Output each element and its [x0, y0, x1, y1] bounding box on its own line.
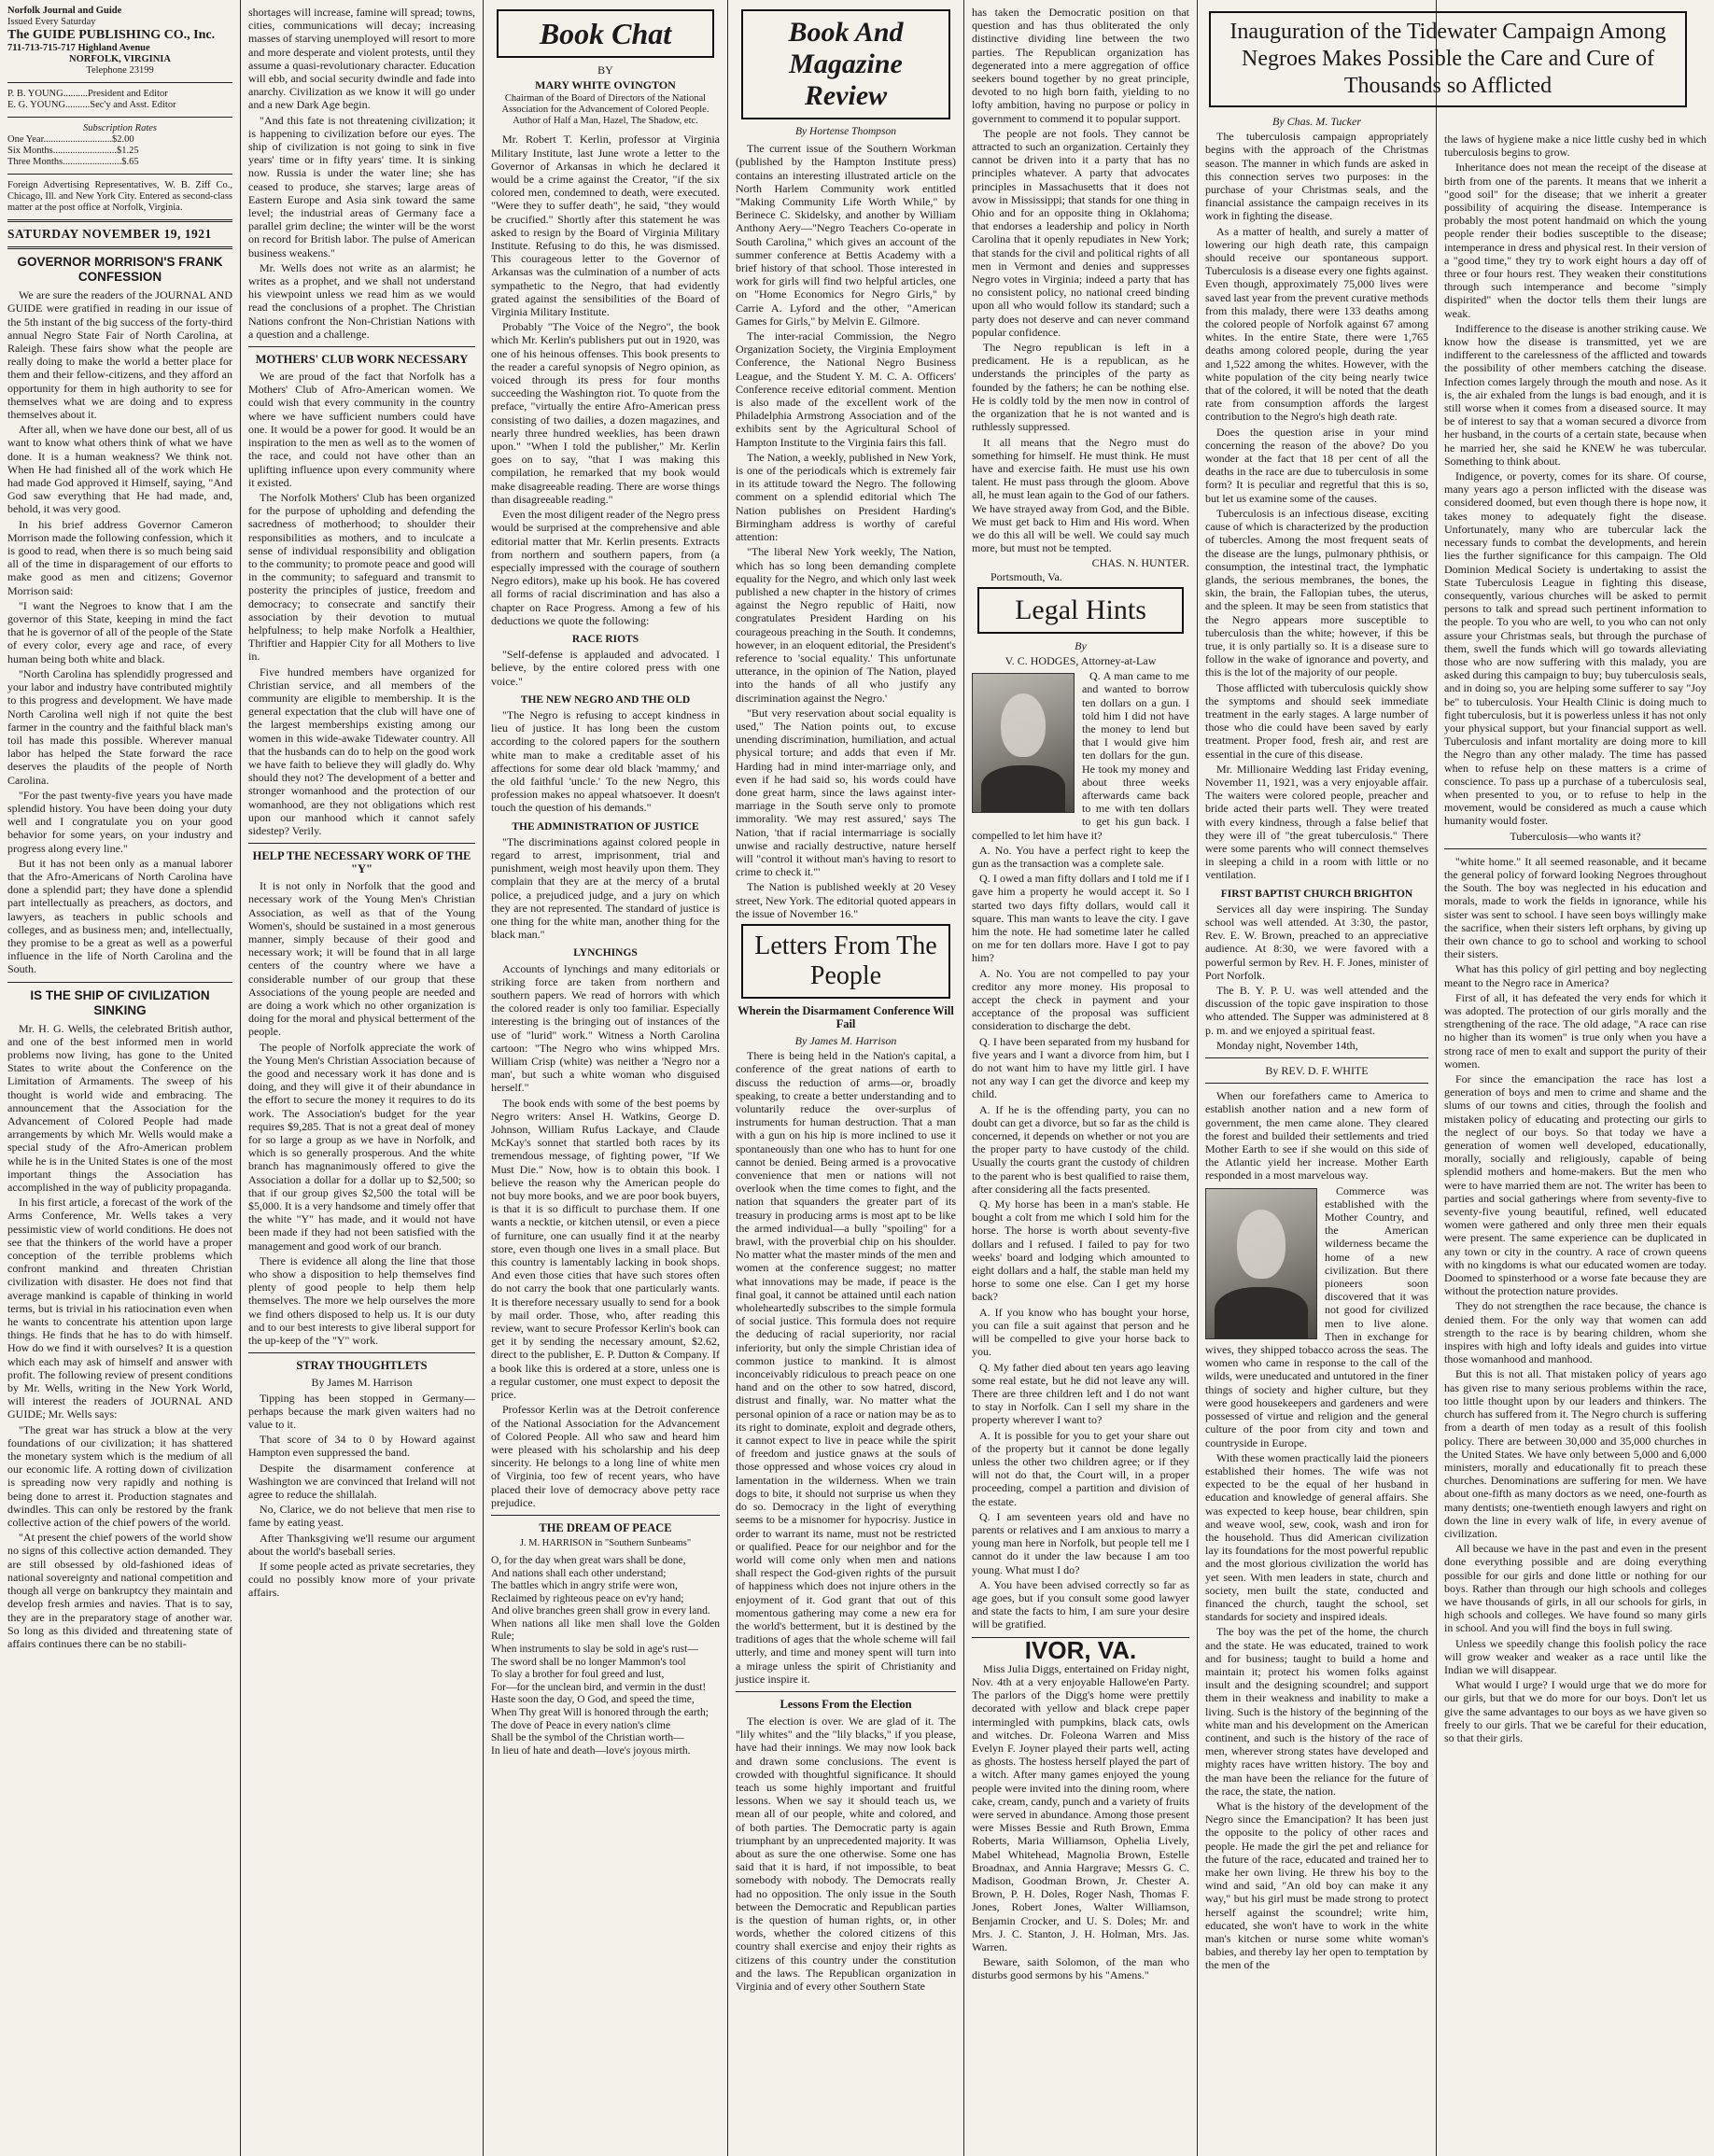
signature: CHAS. N. HUNTER.	[1091, 556, 1189, 570]
article-paragraph: "But very reservation about social equality is used," The Nation points out, to excuse unending discrimination, humiliation, and actual physical torture; and adds that even if Mr. Harding had in mind inter-marriage only, and even if he had said so, his words could have done great harm, since the laws against inter-marriage in the South serve only to promote immorality. 'We may rest assured,' says The Nation, 'that if racial intermarriage is socially unwise and racially destructive, nature herself will "control it without man's having to resort to crime to check it."'	[736, 706, 956, 879]
article-paragraph: There is being held in the Nation's capital, a conference of the great nations of earth to discuss the reduction of arms—or, broadly speaking, to create a better understanding and to voluntarily reduce the over-surplus of instruments for human destruction. That a man with a gun on his hip is more inclined to use it spontaneously than one who has to hunt for one cannot be denied. Being armed is a provocative convenience that men or nations will not overlook when the time comes to fight, and the nation that squanders the greater part of its treasury in producing arms is most apt to be like the armed individual—a bully "spoiling" for a brawl, with the proverbial chip on his shoulder. No matter what the master minds of the men and women at the conference suggest; no matter what innovations may be made, if peace is the final goal, it cannot be attained until each nation wholeheartedly subscribes to the simple formula of social justice. This formula does not require the deducing of racial superiority, nor racial inferiority, but only the simple Christian idea of common justice to mankind. It is almost inconceivably ridiculous to preach peace on one hand and on the other to sow hatred, discord, distrust and finally, war. No matter what the personal opinion of a race or nation may be as to its right to dominate, exploit and degrade others, it cannot expect to live in peace while the spirit of freedom and justice gnaws at the souls of those oppressed and whose voices cry aloud in lamentation in the wilderness. When we train dogs to bite, it should not surprise us when they do so. Democracy in the light of everything seems to be a misnomer for hypocrisy. Justice in order to warrant its name, must not be restricted or qualified. Peace for our neighbor and for the world will come only when men and nations shall respect the God-given rights of the pursuit of happiness which does not injure others in the enjoyment of it. God grant that out of this momentous gathering may come a new era for the world's betterment, but it is destined by the traditions of ages that the whole scheme will fail utterly, and time and money spent will turn into a mirage unless the spirit of Christianity and justice inspire it.	[736, 1049, 956, 1686]
portrait-photo	[972, 673, 1075, 813]
article-paragraph: If some people acted as private secretaries, they could no possibly know more of your private affairs.	[248, 1559, 475, 1600]
article-paragraph: Miss Julia Diggs, entertained on Friday night, Nov. 4th at a very enjoyable Hallowe'en Party. The parlors of the Digg's home were prettily decorated with yellow and black crepe paper intermingled with pumpkins, black cats, owls and witches. Dr. Foleona Warren and Miss Evelyn F. Joyner played their parts well, acting as ghosts. The hostess herself played the part of a witch. After many games enjoyed the young people were invited into the dining room, where cake, cream, candy, punch and a variety of fruits were served in abundance. Among those present were Misses Bessie and Ruth Brown, Emma Roberts, Maria Williamson, Ophelia Lively, Mabel Whitehead, Magnolia Brown, Estelle Broadnax, and Annia Hargrave; Messrs G. C. Madison, Goodman Brown, Jr. Chester A. Brown, P. H. Doles, Roger Nash, Thomas F. Jones, Robert Jones, Walter Williamson, Benjamin Crocker, and U. S. Doles; Mr. and Mrs. J. C. Stanton, J. H. Holman, Mrs. Jas. Warren.	[972, 1661, 1189, 1954]
subhead: LYNCHINGS	[573, 947, 638, 959]
article-paragraph: Those afflicted with tuberculosis quickly show the symptoms and should seek immediate treatment in the early stages. A large number of those who die could have been saved by early treatment. Proper food, fresh air, and rest are essential in the cure of this disease.	[1205, 680, 1428, 761]
poem	[491, 1555, 720, 1758]
poem-line: When instruments to slay be sold in age's rust—	[491, 1644, 698, 1656]
byline: By Hortense Thompson	[795, 126, 896, 137]
poem-line: Shall be the symbol of the Christian worth—	[491, 1732, 684, 1744]
article-paragraph: It is not only in Norfolk that the good and necessary work of the Young Men's Christian Association, as well as that of the Young Women's, should be sustained in a most generous manner, simply because of their good and necessary work; it will be found that in all large centers of the country where we have a considerable number of our group that these Associations of the young people are needed and are doing a work which no other organization is doing for the moral and physical betterment of the people.	[248, 879, 475, 1039]
qa-paragraph: Q. A man came to me and wanted to borrow ten dollars on a gun. I told him I did not have the money to lend but that I would give him ten dollars for the gun. He took my money and about three weeks afterwards came back to me with ten dollars to get his gun back. I compelled to let him have it?	[972, 669, 1189, 842]
headline-civilization: IS THE SHIP OF CIVILIZATION SINKING	[30, 987, 210, 1017]
article-paragraph: The current issue of the Southern Workman (published by the Hampton Institute press) contains an interesting illustrated article on the North Harlem Community work entitled "Making Community Life Worth While," by Berinece C. Skidelsky, and another by William Anthony Aery—"Negro Teachers Co-operate in South Carolina," which gives an account of the summer conference at Bettis Academy with a brief history of that school. Those interested in work for girls will find two helpful articles, one on "Home Economics for Negro Girls," by Carrie A. Lyford and the other, "American Games for Girls," by Melvin E. Gilmore.	[736, 142, 956, 328]
headline-dream-of-peace: THE DREAM OF PEACE	[539, 1520, 672, 1534]
subhead: FIRST BAPTIST CHURCH BRIGHTON	[1220, 888, 1413, 900]
article-paragraph: Even the most diligent reader of the Negro press would be surprised at the comprehensive and able editorial matter that Mr. Kerlin presents. Extracts from northern and southern papers, from (a especially impressed with the courage of southern Negro editors), make up his book. He has covered all forms of racial discrimination and has also a chapter on Race Progress. Among a few of his deductions we quote the following:	[491, 508, 720, 627]
column-2	[241, 0, 483, 2156]
article-paragraph: After Thanksgiving we'll resume our argument about the world's baseball series.	[248, 1531, 475, 1558]
headline-mothers-club: MOTHERS' CLUB WORK NECESSARY	[255, 353, 469, 367]
byline: By Chas. M. Tucker	[1272, 115, 1361, 128]
masthead-title: Norfolk Journal and Guide	[7, 6, 122, 16]
article-paragraph: The Nation is published weekly at 20 Vesey street, New York. The editorial quoted appears in the issue of November 16."	[736, 880, 956, 920]
article-paragraph: "Self-defense is applauded and advocated. I believe, by the entire colored press with one voice."	[491, 648, 720, 688]
poem-line: And olive branches green shall grow in every land.	[491, 1605, 710, 1617]
byline-note: Chairman of the Board of Directors of the National Association for the Advancement of Colored People. Author of Half a Man, Hazel, The Shadow, etc.	[501, 93, 709, 127]
article-paragraph: They do not strengthen the race because, the chance is denied them. For the only way that women can add strength to the race is by bearing children, whom she inspires with high and lofty ideals and guides into virtue those womanhood and manhood.	[1444, 1299, 1707, 1366]
qa-paragraph: Q. I have been separated from my husband for five years and I want a divorce from him, but I do not want him to have my little girl. I have not any way I can get the divorce and keep my child.	[972, 1034, 1189, 1101]
byline-author: MARY WHITE OVINGTON	[535, 78, 676, 92]
article-paragraph: The Nation, a weekly, published in New York, is one of the periodicals which is extremely fair in its attitude toward the Negro. The following comment on a splendid editorial which The Nation publishes on President Harding's Birmingham address is worthy of careful attention:	[736, 450, 956, 544]
article-paragraph: The B. Y. P. U. was well attended and the discussion of the topic gave inspiration to those who attended. The Supper was administered at 8 p. m. and we enjoyed a spiritual feast.	[1205, 984, 1428, 1037]
qa-paragraph: A. If he is the offending party, you can no doubt can get a divorce, but so far as the child is concerned, it depends on whether or not you are the proper party to have custody of the child. Usually the courts grant the custody of children to the parent who is best qualified to raise them, after considering all the facts presented.	[972, 1102, 1189, 1196]
article-paragraph: Unless we speedily change this foolish policy the race will grow weaker and weaker as a race until like the Indian we will disappear.	[1444, 1636, 1707, 1676]
article-paragraph: the laws of hygiene make a nice little cushy bed in which tuberculosis begins to grow.	[1444, 133, 1707, 160]
article-paragraph: "North Carolina has splendidly progressed and your labor and industry have contributed mightily to this progress and development. We have made North Carolina well nigh if not quite the best farmer in the country and the faithful black man's toil has made this possible. Wherever manual labor has helped the State forward the race deserves the plaudits of the people of North Carolina.	[7, 666, 232, 787]
signature-place: Portsmouth, Va.	[990, 569, 1062, 583]
article-paragraph: For since the emancipation the race has lost a generation of boys and men to crime and shame and the slums of our towns and cities, through the foolish and mistaken policy of educating and protecting our girls to the neglect of our boys. So that today we have a generation of women well developed, educationally, morally, socially and religiously, capable of being splendid mothers and home-makers. But the men who were to have married them are not. The writer has been to parties and social gatherings where from seventy-five to seventy-five young beautiful, refined, well educated women were gathered and only three men their equals were present. The same experience can be duplicated in any town or city in the country. A race of crown queens with no kingdoms is what our educated women are today. Doomed to spinsterhood or a worse fate because they are without the protection nature provides.	[1444, 1072, 1707, 1298]
column-3	[484, 0, 727, 2156]
byline: By REV. D. F. WHITE	[1265, 1064, 1369, 1078]
headline-y-work: HELP THE NECESSARY WORK OF THE "Y"	[252, 849, 471, 876]
article-paragraph: Tipping has been stopped in Germany—perhaps because the mark given waiters had no value to it.	[248, 1391, 475, 1431]
headline-ivor: IVOR, VA.	[1024, 1635, 1137, 1664]
rate-line: Three Months........................$.65	[7, 157, 139, 167]
publisher-address: 711-713-715-717 Highland Avenue	[7, 43, 150, 53]
subhead: THE ADMINISTRATION OF JUSTICE	[512, 820, 699, 833]
qa-paragraph: Q. My father died about ten years ago leaving some real estate, but he did not leave any will. There are three children left and I do not want to stay in Norfolk. Can I sell my share in the property wherever I want to?	[972, 1360, 1189, 1427]
qa-paragraph: A. No. You are not compelled to pay your creditor any more money. His proposal to accept the check in payment and your acceptance of the proposal was sufficient consideration to discharge the debt.	[972, 966, 1189, 1033]
staff-line: P. B. YOUNG..........President and Editor	[7, 89, 168, 99]
article-paragraph: The inter-racial Commission, the Negro Organization Society, the Virginia Employment Conference, the National Negro Business League, and the Student Y. M. C. A. Officers' Conference receive editorial comment. Mention is also made of the excellent work of the Philadelphia Armstrong Association and of the exhibits sent by the Agricultural School of Hampton Institute to the Virginia fairs this fall.	[736, 329, 956, 449]
column-4	[728, 0, 963, 2156]
article-paragraph: What is the history of the development of the Negro since the Emancipation? It has been just the opposite to the policy of other races and people. He made the girl the pet and reliance for the future of the race, educated and trained her to make her own living. He threw his boy to the wind and said, "An old boy can make it any way," but his girl must be made strong to protect herself against the scoundrel; write him, educated, she won't have to work in the white man's kitchen or nurse some white woman's babies, and thereby lay her open to temptation by the men of the	[1205, 1799, 1428, 1972]
headline-disarmament: Wherein the Disarmament Conference Will Fail	[738, 1003, 954, 1030]
article-paragraph: Tuberculosis—who wants it?	[1510, 829, 1641, 843]
article-paragraph: Accounts of lynchings and many editorials or striking force are taken from northern and southern papers. We read of horrors with which the colored reader is only too familiar. Especially interesting is the bringing out of instances of the use of "lurid" work." Witness a North Carolina cartoon: "The Negro who wins whipped Mrs. William Crisp (white) was neither a 'Negro nor a man', but such a white woman who disguised herself."	[491, 961, 720, 1095]
article-paragraph: In his first article, a forecast of the work of the Arms Conference, Mr. Wells takes a very pessimistic view of world conditions. He does not see that the thinkers of the world have a proper conception of the terrible problems which confront mankind and threaten Christian civilization with disaster. He does not find that average mankind is capable of thinking in world terms, but is trivial in his ratiocination even when he wants to concentrate his attention upon large things. He finds that he has to do with himself. How do we find it with ourselves? It is a question which each may ask of himself and answer with profit. The following review of present conditions by Mr. Wells, writing in the New York World, will interest the readers of JOURNAL AND GUIDE; Mr. Wells says:	[7, 1196, 232, 1421]
headline-stray-thoughtlets: STRAY THOUGHTLETS	[296, 1359, 428, 1373]
poem-line: Reclaimed by righteous peace on ev'ry hand;	[491, 1592, 684, 1604]
poem-line: When Thy great Will is honored through the earth;	[491, 1707, 709, 1719]
byline: By James M. Harrison	[311, 1376, 413, 1390]
article-paragraph: First of all, it has defeated the very ends for which it was adopted. The protection of our girls morally and the strengthening of the race. The old adage, "A race can rise no higher than its women" is true only when you have a strong race of men to exalt and support the purity of their women.	[1444, 990, 1707, 1071]
article-paragraph: It all means that the Negro must do something for himself. He must think. He must have and exercise faith. He must use his own talent. He must pass through the gloom. Above all, he must lean again to the God of our fathers. We have strayed away from God, and the Bible. We must get back to Him and His word. When we do this all will be well. We could say much more, but must not be tempted.	[972, 435, 1189, 555]
article-paragraph: What would I urge? I would urge that we do more for our girls, but that we do more for our boys. Don't let us give the same advantages to our boys as we have given so freely to our girls. That we be careful for their education, so that their girls.	[1444, 1678, 1707, 1744]
article-paragraph: "white home." It all seemed reasonable, and it became the general policy of forward looking Negroes throughout the South. The boy was neglected in his education and morals, made to work the fields in ignorance, while his sister was sent to school. I have seen boys willingly make the sacrifice, when their sisters left orphans, by giving up their own chance to go to school and working to school their sisters.	[1444, 854, 1707, 961]
article-paragraph: We are sure the readers of the JOURNAL AND GUIDE were gratified in reading in our issue of the 5th instant of the big success of the forty-third annual Negro State Fair of North Carolina, at Raleigh. These fairs show what the people are really doing to make the world a better place for them and their fellow-citizens, and they afford an opportunity for them in high authority to see for themselves what we are doing and to express themselves about it.	[7, 288, 232, 422]
article-paragraph: The people of Norfolk appreciate the work of the Young Men's Christian Association because of the good and necessary work it has done and is doing, and they will give it of their abundance in the effort to secure the money it requires to do its work. The Association's budget for the year requires $9,285. That is not a great deal of money for so large a group as we have in Norfolk, and which is so generally prosperous. And the white branch has magnanimously offered to give the Association a dollar for a dollar up to $2,500; so that if our group gives $2,500 the total will be $5,000. It is a very handsome and timely offer that the white "Y" has made, and it would not have been made if they had not been satisfied with the management and good work of our branch.	[248, 1040, 475, 1253]
byline: BY	[597, 63, 613, 77]
article-paragraph: Indigence, or poverty, comes for its share. Of course, many years ago a person inflicted with the disease was considered doomed, but even though there is hope now, it takes money to adequately fight the disease. Unfortunately, many who are tubercular lack the necessary funds to combat the developments, and herein lies the further significance for this campaign. The Old Dominion Medical Society is undertaking to assist the State Tuberculosis League in fighting this disease, consequently, various churches will be asked to permit persons to talk and spread such pertinent information to the people. To you who are well, to you who can not only assure your Christmas seals, but through the purchase of them, swell the funds which will go towards alleviating those who are now suffering with this malady, you are asked during this campaign to buy; buy tuberculosis seals, and in doing so, you are helping some sufferer to say "Joy be" to tuberculosis. Your Health Clinic is doing much to fight tuberculosis, but it is powerless unless it has not only your physical support, but your financial support as well. Tuberculosis and infant mortality are doing more to kill the Negro than any other malady. The time has passed when to refuse help on these matters is a crime of conscience. To pass up a purchase of a tuberculosis seal, when presented to you, or to refuse to help in the movement, would be considered as much a cause which humanity would foster.	[1444, 469, 1707, 828]
article-paragraph: Despite the disarmament conference at Washington we are convinced that Ireland will not agree to reduce the shillalah.	[248, 1461, 475, 1501]
poem-line: The battles which in angry strife were won,	[491, 1580, 678, 1592]
subhead: THE NEW NEGRO AND THE OLD	[520, 693, 691, 706]
article-paragraph: When our forefathers came to America to establish another nation and a new form of government, the men came alone. They cleared the forest and builded their settlements and tried Mother Earth to see if she would on this side of the Atlantic yield her increase. Mother Earth responded in a most marvelous way.	[1205, 1089, 1428, 1183]
poem-line: O, for the day when great wars shall be done,	[491, 1554, 686, 1566]
rates-title: Subscription Rates	[82, 123, 158, 133]
article-paragraph: In his brief address Governor Cameron Morrison made the following confession, which it is good to read, when there is so much being said all of the time in disparagement of our efforts to make good as men and citizens; Governor Morrison said:	[7, 517, 232, 597]
article-paragraph: The Negro republican is left in a predicament. He is a republican, as he understands the principles of the party as founded by the fathers; he can be nothing else. He is coldly told by the men now in control of the organization that he is not wanted and is ruthlessly suppressed.	[972, 341, 1189, 434]
article-paragraph: There is evidence all along the line that those who show a disposition to help themselves find plenty of good people to help them help themselves. The more we help ourselves the more we find others disposed to help us. It is our duty and to our best interests to give liberal support for the up-keep of the "Y" work.	[248, 1253, 475, 1348]
article-paragraph: Commerce was established with the Mother Country, and the American wilderness became the home of a new civilization. But there pioneers soon discovered that it was not good for civilized men to live alone. Then in exchange for wives, they shipped tobacco across the seas. The women who came in response to the call of the wilds, were uneducated and untutored in the finer things of society and higher culture, but they were good housekeepers and gardeners and were possessed of virtue and religion and the general culture of the poor from city and town and countryside in Europe.	[1205, 1183, 1428, 1449]
poem-line: In lieu of hate and death—love's joyous mirth.	[491, 1744, 691, 1757]
subhead: RACE RIOTS	[571, 633, 639, 645]
poem-line: To slay a brother for foul greed and lust,	[491, 1669, 665, 1681]
article-paragraph: The book ends with some of the best poems by Negro writers: Ansel H. Watkins, George D. Johnson, William Rufus Lackaye, and Claude McKay's sonnet that startled both races by its tremendous message, of fighting power, "If We Must Die." Now, how is to obtain this book. I believe the reason why the American people do not buy more books, and we are poor book buyers, is that it is so difficult to purchase them. If one wants a necktie, or kitchen utensil, or even a piece of furniture, one can usually find it at the nearby store, even though one lives in a small place. But this country is lamentably lacking in book shops. And even those cities that have such stores often do not carry the book that one particularly wants. It is therefore necessary usually to send for a book by mail order. Those, who, after reading this review, want to secure Professor Kerlin's book can get it by sending the necessary amount, $2.62, direct to the publisher, E. P. Dutton & Company. If a book like this is ordered at a store, unless one is a regular customer, one must expect to deposit the price.	[491, 1096, 720, 1402]
legal-qa	[972, 669, 1189, 1631]
qa-paragraph: Q. I owed a man fifty dollars and I told me if I gave him a property he would accept it. So I started two days fifty dollars, would call it square. This man wants to leave the city. I gave him the note. He had sometime later he called on me for ten dollars more. Have I got to pay him?	[972, 872, 1189, 965]
book-chat-title: Book Chat	[497, 9, 714, 58]
article-paragraph: Mr. Wells does not write as an alarmist; he writes as a prophet, and we shall not understand his viewpoint unless we read him as we would read the conclusions of a prophet. The Christian Nations confront the Non-Christian Nations with a question and a challenge.	[248, 260, 475, 341]
poem-line: The sword shall be no longer Mammon's tool	[491, 1656, 686, 1668]
rate-line: One Year............................$2.00	[7, 134, 134, 145]
article-paragraph: "The great war has struck a blow at the very foundations of our civilization; it has shattered the monetary system which is the medium of all our economic life. A rotting down of civilization is spreading now very rapidly and nothing is being done to arrest it. Production stagnates and dwindles. This can only be restored by the frank collective action of the chief powers of the world.	[7, 1422, 232, 1530]
article-paragraph: Probably "The Voice of the Negro", the book which Mr. Kerlin's publishers put out in 1920, was one of his heinous offenses. This book presents to the reader a careful synopsis of Negro opinion, as voiced through its press for four months succeeding the Washington riot. To quote from the preface, "virtually the entire Afro-American press consisting of two dailies, a dozen magazines, and nearly three hundred weeklies, has been drawn upon." "When I told the publisher," Mr. Kerlin goes on to say, "that I was making this compilation, he remarked that my book would make disagreeable reading. There are worse things than disagreeable reading."	[491, 320, 720, 506]
article-paragraph: has taken the Democratic position on that question and has thus obliterated the only distinctive dividing line between the two parties. The Republican organization has degenerated into a mere aggregation of office seekers bound together by no great principle, devoted to no high born faith, yielding to no lofty ambition, having no purpose or policy in government to commend it to popular support.	[972, 6, 1189, 125]
qa-paragraph: A. It is possible for you to get your share out of the property but it cannot be done legally unless the other two children agree; or if they will not do that, the Court will, in a proper proceeding, compel a partition and division of the estate.	[972, 1428, 1189, 1508]
publisher-name: The GUIDE PUBLISHING CO., Inc.	[7, 28, 216, 42]
article-paragraph: Services all day were inspiring. The Sunday school was well attended. At 3:30, the pastor, Rev. E. W. Brown, preached to an appreciative audience. At 8:30, we were favored with a powerful sermon by Rev. H. F. Jones, minister of Port Norfolk.	[1205, 902, 1428, 982]
headline-morrison: GOVERNOR MORRISON'S FRANK CONFESSION	[17, 255, 223, 285]
article-paragraph: The boy was the pet of the home, the church and the state. He was educated, trained to work and for business; taught to build a home and maintain it; protect his women folks against insult and the designing scoundrel; and support them in their weakness and inability to make a living. Such is the history of the beginning of the white man and his development on the American continent, and such is the history of the race of men, wherever strong states have developed and mighty races have written history. The boy and the man have been the reliance for the future of the race, the state, the nation.	[1205, 1625, 1428, 1798]
article-paragraph: The people are not fools. They cannot be attracted to such an organization. Certainly they cannot be driven into it a party that has no principles whatever. A party that advocates principles in Massachusetts that it does not avow in Mississippi; that stands for one thing in Ohio and for an opposite thing in Oklahoma; that endorses a leadership and policy in North Carolina that it openly repudiates in New York; that stands for the civil and political rights of all men in Vermont and denies and suppresses Negro votes in Virginia; indeed a party that has no consistent policy, no national creed binding upon all who would follow its standard; such a party does not deserve and can never command popular confidence.	[972, 126, 1189, 339]
article-paragraph: Five hundred members have organized for Christian service, and all members of the community are eligible to membership. It is the general expectation that the club will have one of the largest memberships existing among our women in this wide-awake Tidewater country. All that the husbands can do to help on the good work we have faith to believe they will gladly do. Why should they not? The development of a better and stronger womanhood and the protection of our womanhood, are they not obligations which rest upon our manhood which it cannot safely sidestep? Verily.	[248, 665, 475, 837]
column-7	[1437, 0, 1714, 2156]
column-5	[964, 0, 1197, 2156]
article-paragraph: After all, when we have done our best, all of us want to know what others think of what we have done. It is a human weakness? We think not. When He had finished all of the work which He had made God approved it Himself, saying, "And God saw everything that He had made, and, behold, it was very good.	[7, 423, 232, 516]
poem-line: And nations shall each other understand;	[491, 1567, 667, 1579]
article-paragraph: shortages will increase, famine will spread; towns, cities, communications will decay; increasing masses of starving unemployed will resort to more and more desperate and violent protests, until they assume a quasi-revolutionary character. Education will ebb, and social security dwindle and fade into anarchy. Civilization as we know it will go under and a new Dark Age begin.	[248, 6, 475, 112]
letters-title: Letters From The People	[741, 924, 950, 999]
article-paragraph: But this is not all. That mistaken policy of years ago has given rise to many serious problems within the race, too little thought upon by our leaders and thinkers. The church has suffered from it. The Negro church is suffering from a dearth of men today as a result of this foolish policy. There are between 30,000 and 35,000 churches in the United States. We have only between 5,000 and 6,000 ministers, morally and educationally fit to preach these churches. Denominations are suffering for men. We have about one-fifth as many doctors as we need, one-fourth as many dentists; one-twentieth enough lawyers and right on down the line in every walk of life, in every avenue of civilization.	[1444, 1367, 1707, 1540]
masthead-issued: Issued Every Saturday	[7, 17, 96, 27]
article-paragraph: "I want the Negroes to know that I am the governor of this State, keeping in mind the fact that he is governor of all of the people of the State of every color, every age and race, of every human being both white and black.	[7, 598, 232, 665]
publisher-telephone: Telephone 23199	[86, 65, 154, 76]
article-paragraph: The election is over. We are glad of it. The "lily whites" and the "lily blacks," if you please, have had their innings. We may now look back and drawn some conclusions. The event is crowded with thoughtful significance. It should teach us some highly important and fruitful lessons. When we say it should teach us, we mean all of our people, white and colored, and of both parties. The Democratic party is again triumphant by an unprecedented majority. It was about as sure the one otherwise. Some one has said that it is hard, if not impossible, to beat somebody with nobody. The Democrats really had no opposition. The only issue in the South between the Democratic and Republican parties is the question of human rights, or, in other words, whether the colored citizens of this country shall exercise and enjoy their rights as citizens of this country under the constitution and the laws. The Republican organization in Virginia and of every other Southern State	[736, 1714, 956, 1993]
article-paragraph: No, Clarice, we do not believe that men rise to fame by eating yeast.	[248, 1503, 475, 1530]
article-paragraph: Monday night, November 14th,	[1216, 1038, 1358, 1052]
article-paragraph: Tuberculosis is an infectious disease, exciting cause of which is characterized by the production of tubercles. Among the most frequent seats of the disease are the lungs, pulmonary phthisis, or consumption, the intestinal tract, the lymphatic glands, the serious membranes, the bones, the skin, the brain, the Fallopian tubes, the uterus, and the spleen. It may be seen from statistics that the Negro appears more susceptible to tuberculosis than the white; however, if this be true, it is only partially so. It is a disease sure to follow in the wake of ignorance and poverty, and this is the lot of the majority of our people.	[1205, 506, 1428, 679]
article-paragraph: The Norfolk Mothers' Club has been organized for the purpose of upholding and defending the sacredness of motherhood; to shoulder their responsibilities as mothers, and to inculcate a sense of individual responsibility and obligation to the community; to promote peace and good will in the community; to safeguard and transmit to posterity the principles of justice, freedom and democracy; to consecrate and sanctify their association by their devotion to mutual helpfulness; to help make Norfolk a Healthier, Thriftier and Happier City for all Mothers to live in.	[248, 490, 475, 664]
article-paragraph: All because we have in the past and even in the present done everything possible and are doing everything possible for our girls and done little or nothing for our boys. Rather than through our high schools and colleges we have thousands of girls, in all our schools for girls, in high schools and colleges. We have found so many girls in school. And you will find the boys in full swing.	[1444, 1542, 1707, 1635]
legal-hints-title: Legal Hints	[977, 587, 1184, 634]
column-1	[0, 0, 240, 2156]
masthead	[7, 6, 232, 249]
qa-paragraph: Q. I am seventeen years old and have no parents or relatives and I am anxious to marry a young man here in Norfolk, but people tell me I cannot do it under the law because I am too young. What must I do?	[972, 1509, 1189, 1576]
article-paragraph: "For the past twenty-five years you have made splendid history. You have been doing your duty well and I congratulate you on your good behavior for some years, on your industry and progress along every line."	[7, 788, 232, 855]
headline-election: Lessons From the Election	[780, 1697, 912, 1711]
byline: By	[1075, 638, 1087, 652]
article-paragraph: Mr. Millionaire Wedding last Friday evening, November 11, 1921, was a very enjoyable affair. The waiters were colored people, preacher and bride acted their parts well. They were treated with every kindness, through a false belief that they were ill of "the great tuberculosis." There were some parents who will connect themselves in sleeping a child in a room with little or no ventilation.	[1205, 762, 1428, 882]
portrait-photo	[1205, 1188, 1317, 1339]
poem-line: The dove of Peace in every nation's clime	[491, 1719, 671, 1731]
review-title: Book And Magazine Review	[741, 9, 950, 119]
byline: By James M. Harrison	[794, 1033, 897, 1047]
article-paragraph: Professor Kerlin was at the Detroit conference of the National Association for the Advancement of Colored People. All who saw and heard him were pleased with his scholarship and his deep sincerity. He belongs to a long line of white men of Virginia, too few of recent years, who have placed their love of democracy above petty race prejudice.	[491, 1403, 720, 1509]
qa-paragraph: A. If you know who has bought your horse, you can file a suit against that person and he will be compelled to give your horse back to you.	[972, 1305, 1189, 1359]
publisher-city: NORFOLK, VIRGINIA	[69, 54, 171, 64]
advertising-note: Foreign Advertising Representatives, W. B. Ziff Co., Chicago, Ill. and New York City. Entered as second-class matter at the post office at Norfolk, Virginia.	[7, 180, 232, 213]
article-paragraph: Mr. H. G. Wells, the celebrated British author, and one of the best informed men in world problems now living, has gone to the United States to write about the Conference on the Limitation of Armaments. The sweep of his thought is world wide and embracing. The announcement that the Association for the Advancement of Colored People had made arrangements by which Mr. Wells would make a special study of the Afro-American problem while he is in the United States is one of the most important things the Association has accomplished in the way of publicity propaganda.	[7, 1021, 232, 1194]
qa-paragraph: A. You have been advised correctly so far as age goes, but if you consult some good lawyer and state the facts to him, I am sure your desire will be gratified.	[972, 1577, 1189, 1631]
article-paragraph: With these women practically laid the pioneers established their homes. The wife was not expected to be the equal of her husband in education and knowledge of general affairs. She was expected to keep house, bear children, spin and weave wool, sew, cook, wash and iron for the household. Thus did American civilization lay its foundations for the most powerful republic and the most glorious civilization the world has yet seen. With men leaders in state, church and society, men built the state, conducted and financed the church, taught the school, set standards for society and inspired ideals.	[1205, 1450, 1428, 1624]
poem-line: When nations all like men shall love the Golden Rule;	[491, 1617, 720, 1643]
article-paragraph: Inheritance does not mean the receipt of the disease at birth from one of the parents. It means that we inherit a "good soil" for the disease; that we inherit a greater possibility of acquiring the disease. Intemperance is probably the most potent handmaid on which the young people render their bodies susceptible to the disease; intemperance in dress and physical rest. In their version of a "good time," they try to work eight hours a day off of three or four hours rest. They weaken their constitutions through such intemperance and become "simply dispirited" when the doctor tells them their lungs are weak.	[1444, 161, 1707, 320]
article-paragraph: Beware, saith Solomon, of the man who disturbs good sermons by his "Amens."	[972, 1955, 1189, 1982]
article-paragraph: "The discriminations against colored people in regard to arrest, imprisonment, trial and punishment, weigh most heavily upon them. They complain that they are at the mercy of a brutal police, a prejudiced judge, and a jury on which they are not represented. The standard of justice is one thing for the white man, another thing for the black man."	[491, 834, 720, 942]
poem-line: Haste soon the day, O God, and speed the time,	[491, 1694, 695, 1706]
article-paragraph: "And this fate is not threatening civilization; it is happening to civilization before our eyes. The ship of civilization is not going to sink in five years' time or in fifty years' time. It is sinking now. Russia is under the water line; she has ceased to produce, she starves; large areas of Eastern Europe and Asia sink toward the same level; the industrial areas of Germany face a parallel grim decline; the winter will be the worst on record for British labor. The pulse of American business weakens."	[248, 113, 475, 259]
byline: J. M. HARRISON in "Southern Sunbeams"	[519, 1537, 692, 1548]
qa-paragraph: A. No. You have a perfect right to keep the gun as the transaction was a complete sale.	[972, 843, 1189, 870]
article-paragraph: Mr. Robert T. Kerlin, professor at Virginia Military Institute, last June wrote a letter to the Governor of Arkansas in which he declared it would be a crime against the Creator, "if the six colored men, condemned to death, were executed. "Were they to suffer death", he said, "they would be crucified." Shortly after this statement he was asked to resign by the Board of Virginia Military Institute. Refusing to do this, he was dismissed. This courageous letter to the Governor of Arkansas was the culmination of a number of acts sympathetic to the Negro, that had evidently grated against the sensibilities of the Board of Virginia Military Institute.	[491, 133, 720, 319]
poem-line: For—for the unclean bird, and vermin in the dust!	[491, 1681, 707, 1693]
article-paragraph: We are proud of the fact that Norfolk has a Mothers' Club of Afro-American women. We could wish that every community in the country where we have sufficient numbers could have one. It would be a power for good. It would be an inspiration to the men as well as to the women of the race, and could not have other than an uplifting influence upon every community where it existed.	[248, 370, 475, 489]
article-paragraph: "The liberal New York weekly, The Nation, which has so long been demanding complete equality for the Negro, and which only last week published a new chapter in the history of crimes against the Negro republic of Haiti, now congratulates President Harding on his courageous preaching in the South. It condemns, however, in an eloquent editorial, the President's reference to 'social equality.' This unfortunate utterance, in the opinion of The Nation, played into the hands of all who justify any discrimination against the Negro.'	[736, 545, 956, 705]
article-paragraph: That score of 34 to 0 by Howard against Hampton even suppressed the band.	[248, 1433, 475, 1460]
issue-date: SATURDAY NOVEMBER 19, 1921	[7, 227, 212, 241]
article-paragraph: "The Negro is refusing to accept kindness in lieu of justice. It has long been the custom according to the colored papers for the southern white man to make a creditable asset of his affections for some dear old black 'mammy,' and the old faithful 'uncle.' To the new Negro, this profession makes no appeal whatsoever. It doesn't touch the question of his demands."	[491, 707, 720, 815]
article-paragraph: But it has not been only as a manual laborer that the Afro-Americans of North Carolina have done a splendid part; they have done a splendid part intellectually as preachers, as doctors, and lawyers, as teachers in public schools and colleges, and as business men; and, intellectually, they promise to be a great as well as a powerful influence in the life of North Carolina and the South.	[7, 856, 232, 976]
article-paragraph: As a matter of health, and surely a matter of lowering our high death rate, this campaign should receive our spontaneous support. Tuberculosis is a disease every one fights against. Even though, approximately 75,000 lives were saved last year from the prevent curative methods from this malady, there were 133 deaths among the colored people of Norfolk against 67 among whites. In the entire State, there were 1,765 deaths among colored people, during the year and 1,522 among the whites. However, with the white population of the city being nearly twice that of the colored, it will be noted that the death rate from consumption affords the largest contribution to the Negro's high death rate.	[1205, 224, 1428, 424]
article-paragraph: The tuberculosis campaign appropriately begins with the approach of the Christmas season. The manner in which funds are asked in this connection serves two purposes: in the purchase of your Christmas seals, and the financial assistance the campaign receives in its work in fighting the disease.	[1205, 130, 1428, 223]
article-paragraph: Does the question arise in your mind concerning the reason of the above? Do you wonder at the fact that 18 per cent of all the deaths in the race are due to tuberculosis in some form? It is peculiar and regretful that this is so, but let us examine some of the causes.	[1205, 425, 1428, 505]
tuberculosis-banner: Inauguration of the Tidewater Campaign Among Negroes Makes Possible the Care and Cure of Thousands so Afflicted	[1209, 11, 1687, 107]
article-paragraph: "At present the chief powers of the world show no signs of this collective action demanded. They are still obsessed by old-fashioned ideas of national sovereignty and national competition and though all verge on bankruptcy they maintain and develop fresh armies and navies. That is to say, they are in the preparatory stage of another war. So long as this divided and threatening state of affairs continues there can be no stabili-	[7, 1531, 232, 1650]
article-paragraph: Indifference to the disease is another striking cause. We know how the disease is transmitted, yet we are indifferent to the carelessness of the afflicted and towards the possibility of other members catching the disease. Infection comes largely through the mouth and nose. As it is, the air exhaled from the lungs is bad enough, and it is still worse when it comes from a diseased source. It may be of interest to say that a woman secured a divorce from her husband, in the courts of a certain state, because when he married her, she said he KNEW he was tubercular. Something to think about.	[1444, 321, 1707, 468]
byline-author: V. C. HODGES, Attorney-at-Law	[1005, 653, 1157, 667]
rate-line: Six Months..........................$1.25	[7, 146, 139, 156]
staff-line: E. G. YOUNG..........Sec'y and Asst. Editor	[7, 100, 176, 110]
qa-paragraph: Q. My horse has been in a man's stable. He bought a colt from me which I sold him for the horse. The horse is worth about seventy-five dollars and I refused. I failed to pay for two weeks' board and lodging which amounted to eight dollars and a half, the stable man held my horse to some one else. Can I get my horse back?	[972, 1197, 1189, 1304]
article-paragraph: What has this policy of girl petting and boy neglecting meant to the Negro race in America?	[1444, 962, 1707, 989]
